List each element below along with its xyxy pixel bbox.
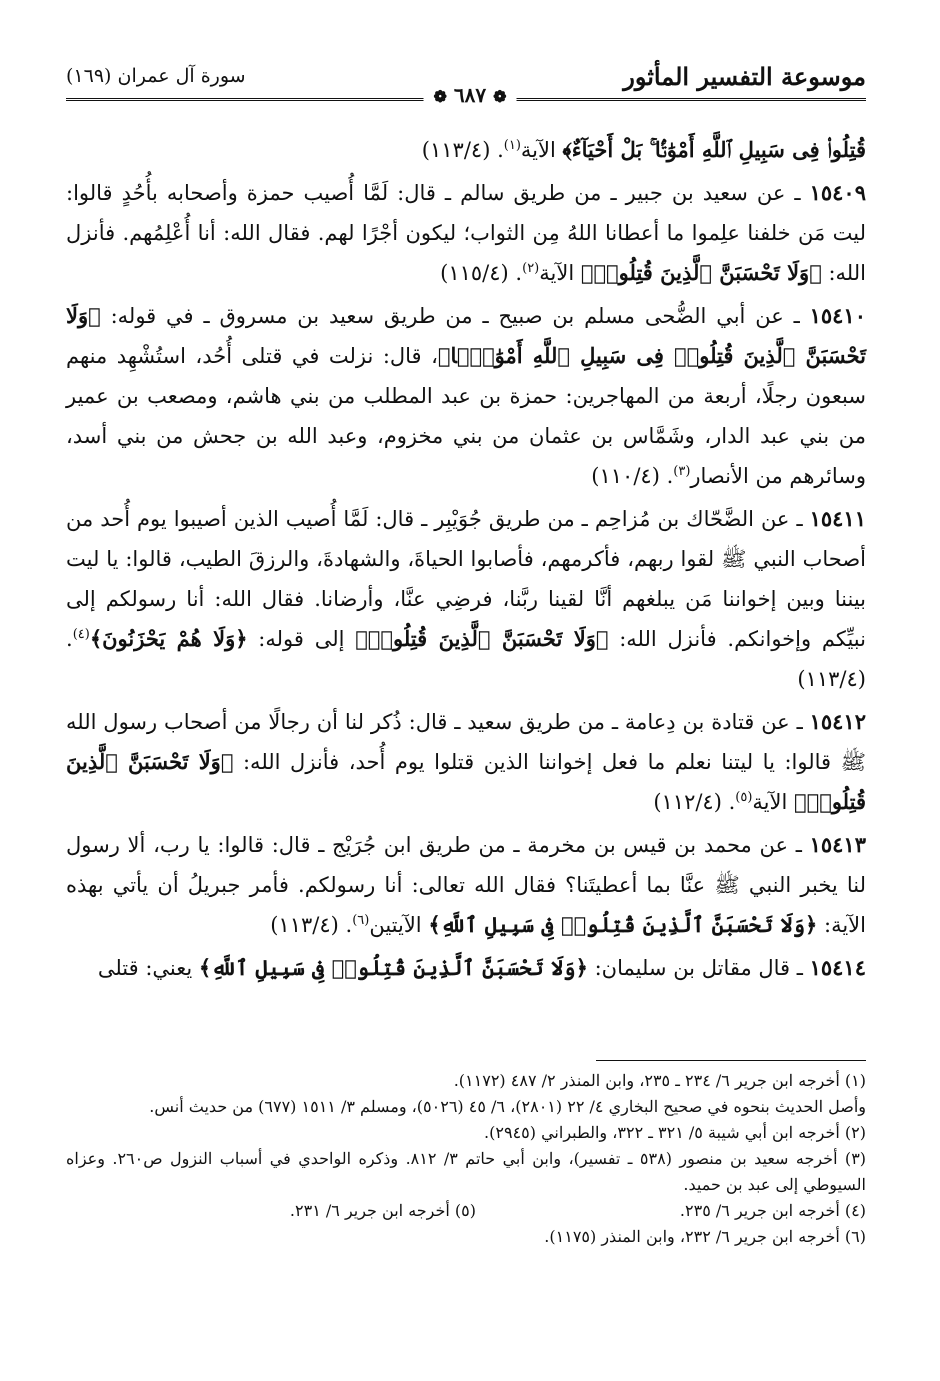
entry-text: ـ عن الضَّحّاك بن مُزاحِم ـ من طريق جُوَيْبِر ـ قال: لَمَّا أُصيب الذين أصيبوا يوم أُحد من أصحاب النبي ﷺ لقوا ربهم، فأكرمهم، فأصابوا الحياةَ، والشهادةَ، والرزقَ الطيب، قالوا: يا ليت بيننا وبين إخواننا مَن يبلغهم أنَّا لقينا ربَّنا، فرضِي عنَّا، وأرضانا. فقال الله: أنا رسولكم إلى نبيِّكم وإخوانكم. فأنزل الله: [66, 507, 866, 651]
footnote: (١) أخرجه ابن جرير ٦/ ٢٣٤ ـ ٢٣٥، وابن المنذر ٢/ ٤٨٧ (١١٧٢). [453, 1071, 866, 1090]
entry [66, 296, 866, 496]
page-number: ٦٨٧ [453, 83, 487, 107]
entry [66, 173, 866, 293]
book-title: موسوعة التفسير المأثور [623, 61, 866, 91]
entry-number: ١٥٤١١ [809, 506, 866, 531]
entry-number: ١٥٤١٣ [809, 832, 866, 857]
volume-reference: (١١٣/٤) [270, 913, 339, 937]
page-number-box [424, 83, 517, 107]
entry-text: ، قال: نزلت في قتلى أُحُد، استُشْهِد منهم سبعون رجلًا، أربعة من المهاجرين: حمزة بن عبد المطلب من بني هاشم، ومصعب بن عمير من بني عبد الدار، وشَمَّاس بن عثمان من بني مخزوم، وعبد الله بن جحش من بني أسد، وسائرهم من الأنصار [66, 344, 866, 488]
quran-verse: ﴿وَلَا تَحْسَبَنَّ ٱلَّذِينَ قُتِلُوا۟ فِى سَبِيلِ ٱللَّهِ﴾ [198, 955, 588, 980]
entry-text: الآية [752, 790, 795, 814]
entry-text: . [721, 790, 736, 814]
quran-verse: ﴿وَلَا هُمْ يَحْزَنُونَ﴾ [89, 626, 248, 651]
footnote-marker: (٢) [522, 261, 540, 276]
entry-text: ـ عن محمد بن قيس بن مخرمة ـ من طريق ابن جُرَيْج ـ قال: قالوا: يا رب، ألا رسول لنا يخبر النبي ﷺ عنَّا بما أعطيتَنا؟ فقال الله تعالى: أنا رسولكم. فأمر جبريلُ أن يأتي بهذه الآية: [66, 833, 866, 937]
quran-verse: ﴿وَلَا تَحْسَبَنَّ ٱلَّذِينَ قُتِلُوا۟ فِى سَبِيلِ ٱللَّهِ أَمْوَٰتًۢا﴾ [66, 303, 866, 368]
quran-verse: ﴿وَلَا تَحْسَبَنَّ ٱلَّذِينَ قُتِلُوا۟﴾ [580, 260, 822, 285]
footnote: (٢) أخرجه ابن أبي شيبة ٥/ ٣٢١ ـ ٣٢٢، والطبراني (٢٩٤٥). [484, 1123, 866, 1142]
entry-text: ـ عن سعيد بن جبير ـ من طريق سالم ـ قال: لَمَّا أُصيب حمزة وأصحابه بأُحُدٍ قالوا: ليت مَن خلفنا علِموا ما أعطانا اللهُ مِن الثواب؛ ليكون أجْرًا لهم. فقال الله: أنا أُعْلِمُهم. فأنزل الله: [66, 181, 866, 285]
footnotes [66, 1068, 866, 1250]
surah-label: سورة آل عمران (١٦٩) [66, 65, 246, 87]
volume-reference: (١١٢/٤) [653, 790, 722, 814]
footnote: (٥) أخرجه ابن جرير ٦/ ٢٣١. [289, 1201, 476, 1220]
entry-text: الآية [539, 261, 581, 285]
main-text [66, 130, 866, 988]
entry-text: . [659, 464, 674, 488]
entry-number: ١٥٤١٢ [809, 709, 866, 734]
footnote-row [66, 1198, 866, 1224]
entry-number: ١٥٤١٤ [809, 955, 866, 980]
quran-verse: قُتِلُوا۟ فِى سَبِيلِ ٱللَّهِ أَمْوَٰتًۢا ۚ بَلْ أَحْيَآءٌ﴾ [562, 137, 866, 162]
quran-verse: ﴿وَلَا تَحْسَبَنَّ ٱلَّذِينَ قُتِلُوا۟﴾ [355, 626, 609, 651]
entry-text: يعني: قتلى [97, 956, 199, 980]
entry-text: ـ عن أبي الضُّحى مسلم بن صبيح ـ من طريق سعيد بن مسروق ـ في قوله: [100, 304, 810, 328]
footnote-marker: (٤) [72, 627, 90, 642]
entry [66, 825, 866, 945]
entry-text: ـ قال مقاتل بن سليمان: [587, 956, 810, 980]
footnote-marker: (١) [503, 138, 521, 153]
entry [66, 130, 866, 170]
ornament-icon: ❁ [433, 87, 447, 106]
ornament-icon: ❁ [493, 87, 507, 106]
volume-reference: (١١٠/٤) [591, 464, 660, 488]
entry-text: الآية [520, 138, 563, 162]
entry [66, 702, 866, 822]
volume-reference: (١١٣/٤) [797, 667, 866, 691]
entry-text: إلى قوله: [247, 627, 356, 651]
entry-number: ١٥٤٠٩ [809, 180, 866, 205]
quran-verse: ﴿وَلَا تَحْسَبَنَّ ٱلَّذِينَ قُتِلُوا۟ فِى سَبِيلِ ٱللَّهِ﴾ [428, 912, 818, 937]
entry-number: ١٥٤١٠ [809, 303, 866, 328]
footnote: (٣) أخرجه سعيد بن منصور (٥٣٨ ـ تفسير)، وابن أبي حاتم ٣/ ٨١٢. وذكره الواحدي في أسباب النزول ص٢٦٠. وعزاه السيوطي إلى عبد بن حميد. [66, 1149, 867, 1194]
footnote-marker: (٣) [673, 464, 691, 479]
footnote-divider [596, 1060, 866, 1061]
volume-reference: (١١٣/٤) [421, 138, 491, 162]
entry-text: . [66, 627, 73, 651]
footnote: وأصل الحديث بنحوه في صحيح البخاري ٤/ ٢٢ (٢٨٠١)، ٦/ ٤٥ (٥٠٢٦)، ومسلم ٣/ ١٥١١ (٦٧٧) من حديث أنس. [149, 1097, 866, 1116]
footnote: (٤) أخرجه ابن جرير ٦/ ٢٣٥. [679, 1201, 866, 1220]
footnote-marker: (٥) [735, 790, 753, 805]
entry-text: ـ عن قتادة بن دِعامة ـ من طريق سعيد ـ قال: ذُكر لنا أن رجالًا من أصحاب رسول الله ﷺ قالوا: يا ليتنا نعلم ما فعل إخواننا الذين قتلوا يوم أُحد، فأنزل الله: [66, 710, 866, 774]
quran-verse: ﴿وَلَا تَحْسَبَنَّ ٱلَّذِينَ قُتِلُوا۟﴾ [66, 749, 866, 814]
entry [66, 499, 866, 699]
entry-text: . [508, 261, 523, 285]
entry-text: الآيتين [369, 913, 429, 937]
entry-text: . [338, 913, 353, 937]
footnote-marker: (٦) [352, 913, 370, 928]
volume-reference: (١١٥/٤) [440, 261, 509, 285]
entry [66, 948, 866, 988]
entry-text: . [490, 138, 504, 162]
footnote: (٦) أخرجه ابن جرير ٦/ ٢٣٢، وابن المنذر (١١٧٥). [544, 1227, 866, 1246]
